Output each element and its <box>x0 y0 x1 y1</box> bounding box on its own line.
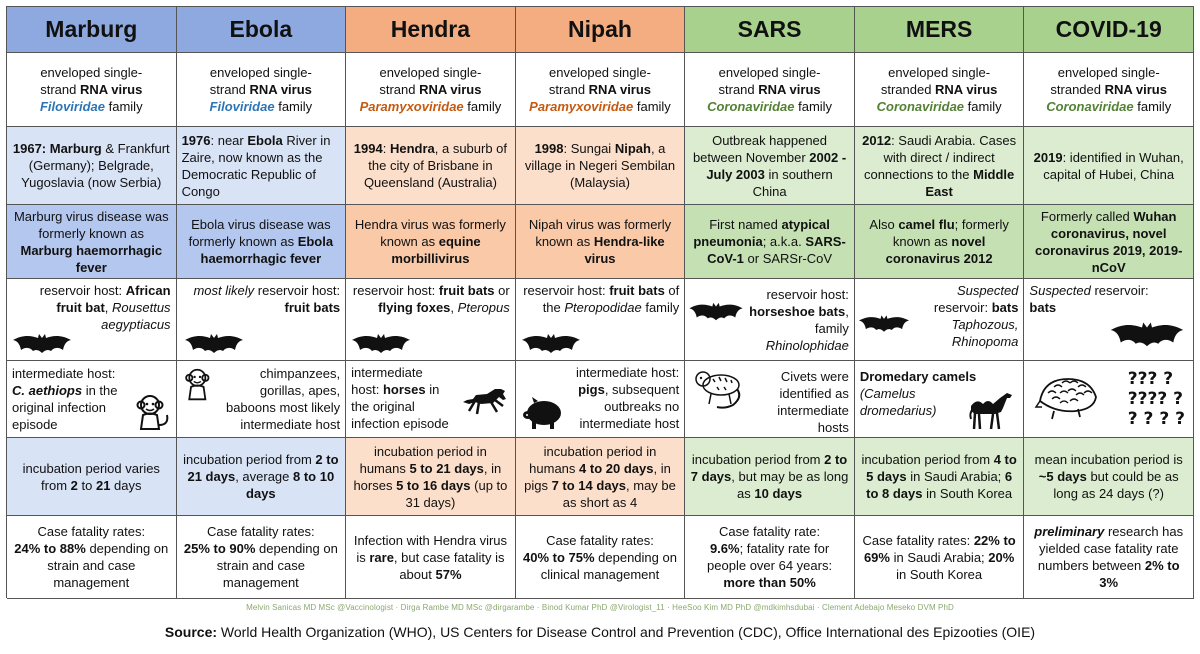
fatality-sars: Case fatality rate: 9.6%; fatality rate for people over 64 years: more than 50% <box>685 516 855 599</box>
reservoir-sars: reservoir host: horseshoe bats, family Rhinolophidae <box>685 279 855 361</box>
former-ebola: Ebola virus disease was formerly known as Ebola haemorrhagic fever <box>177 205 347 279</box>
fatality-nipah: Case fatality rates: 40% to 75% depending on clinical management <box>516 516 686 599</box>
former-covid: Formerly called Wuhan coronavirus, novel coronavirus 2019, 2019-nCoV <box>1024 205 1194 279</box>
type-ebola: enveloped single- strand RNA virus Filoviridae family <box>177 53 347 127</box>
type-nipah: enveloped single- strand RNA virus Paramyxoviridae family <box>516 53 686 127</box>
header-label: COVID-19 <box>1055 16 1162 42</box>
intermediate-mers: Dromedary camels (Camelus dromedarius) <box>855 361 1025 438</box>
incubation-sars: incubation period from 2 to 7 days, but may be as long as 10 days <box>685 438 855 516</box>
intermediate-nipah: intermediate host: pigs, subsequent outbreaks no intermediate host <box>516 361 686 438</box>
incubation-hendra: incubation period in humans 5 to 21 days, in horses 5 to 16 days (up to 31 days) <box>346 438 516 516</box>
header-sars <box>685 7 855 53</box>
header-label: Nipah <box>568 16 632 42</box>
bat-icon <box>13 332 71 356</box>
source-label: Source: <box>164 624 218 640</box>
type-sars: enveloped single- strand RNA virus Coronaviridae family <box>685 53 855 127</box>
intermediate-hendra: intermediate host: horses in the original infection episode <box>346 361 516 438</box>
author-credits: Melvin Sanicas MD MSc @Vaccinologist · Dirga Rambe MD MSc @dirgarambe · Binod Kumar PhD @Virologist_11 · HeeSoo Kim MD PhD @mdkimhsdubai · Clement Adebajo Meseko DVM PhD <box>246 603 954 612</box>
origin-marburg: 1967: Marburg & Frankfurt (Germany); Belgrade, Yugoslavia (now Serbia) <box>7 127 177 205</box>
incubation-mers: incubation period from 4 to 5 days in Saudi Arabia; 6 to 8 days in South Korea <box>855 438 1025 516</box>
pangolin-icon <box>1034 371 1100 423</box>
former-marburg: Marburg virus disease was formerly known as Marburg haemorrhagic fever <box>7 205 177 279</box>
header-ebola <box>177 7 347 53</box>
intermediate-ebola: chimpanzees, gorillas, apes, baboons most likely intermediate host <box>177 361 347 438</box>
header-label: SARS <box>737 16 802 42</box>
source-line <box>0 624 1200 640</box>
bat-icon <box>352 332 410 356</box>
pig-icon <box>522 395 566 431</box>
origin-hendra: 1994: Hendra, a suburb of the city of Brisbane in Queensland (Australia) <box>346 127 516 205</box>
header-marburg <box>7 7 177 53</box>
origin-nipah: 1998: Sungai Nipah, a village in Negeri Sembilan (Malaysia) <box>516 127 686 205</box>
fatality-mers: Case fatality rates: 22% to 69% in Saudi Arabia; 20% in South Korea <box>855 516 1025 599</box>
header-label: Ebola <box>229 16 293 42</box>
intermediate-covid <box>1024 361 1194 438</box>
fatality-marburg: Case fatality rates: 24% to 88% depending on strain and case management <box>7 516 177 599</box>
camel-icon <box>963 389 1015 431</box>
former-nipah: Nipah virus was formerly known as Hendra-like virus <box>516 205 686 279</box>
former-sars: First named atypical pneumonia; a.k.a. SARS-CoV-1 or SARSr-CoV <box>685 205 855 279</box>
reservoir-mers: Suspected reservoir: bats Taphozous, Rhinopoma <box>855 279 1025 361</box>
former-hendra: Hendra virus was formerly known as equine morbillivirus <box>346 205 516 279</box>
intermediate-marburg: intermediate host: C. aethiops in the original infection episode <box>7 361 177 438</box>
incubation-marburg: incubation period varies from 2 to 21 days <box>7 438 177 516</box>
incubation-covid: mean incubation period is ~5 days but could be as long as 24 days (?) <box>1024 438 1194 516</box>
reservoir-hendra: reservoir host: fruit bats or flying foxes, Pteropus <box>346 279 516 361</box>
type-mers: enveloped single- stranded RNA virus Coronaviridae family <box>855 53 1025 127</box>
intermediate-sars: Civets were identified as intermediate hosts <box>685 361 855 438</box>
incubation-nipah: incubation period in humans 4 to 20 days, in pigs 7 to 14 days, may be as short as 4 <box>516 438 686 516</box>
bat-icon <box>1109 320 1185 350</box>
header-covid <box>1024 7 1194 53</box>
virus-comparison-table <box>6 6 1194 598</box>
type-hendra: enveloped single- strand RNA virus Paramyxoviridae family <box>346 53 516 127</box>
question-marks: ??? ? ???? ? ? ? ? ? <box>1127 369 1185 429</box>
source-text: World Health Organization (WHO), US Centers for Disease Control and Prevention (CDC), Office International des Epizooties (OIE) <box>217 624 1036 640</box>
reservoir-ebola: most likely reservoir host: fruit bats <box>177 279 347 361</box>
origin-sars: Outbreak happened between November 2002 - July 2003 in southern China <box>685 127 855 205</box>
header-label: MERS <box>905 16 973 42</box>
header-mers <box>855 7 1025 53</box>
monkey-icon <box>183 367 217 403</box>
former-mers: Also camel flu; formerly known as novel coronavirus 2012 <box>855 205 1025 279</box>
monkey-icon <box>134 393 172 433</box>
origin-ebola: 1976: near Ebola River in Zaire, now known as the Democratic Republic of Congo <box>177 127 347 205</box>
bat-icon <box>859 313 909 335</box>
incubation-ebola: incubation period from 2 to 21 days, average 8 to 10 days <box>177 438 347 516</box>
horse-icon <box>461 387 509 421</box>
header-nipah <box>516 7 686 53</box>
header-label: Hendra <box>390 16 471 42</box>
type-covid: enveloped single- stranded RNA virus Coronaviridae family <box>1024 53 1194 127</box>
civet-icon <box>691 367 745 411</box>
reservoir-marburg: reservoir host: African fruit bat, Rousettus aegyptiacus <box>7 279 177 361</box>
bat-icon <box>185 332 243 356</box>
type-marburg: enveloped single- strand RNA virus Filoviridae family <box>7 53 177 127</box>
origin-mers: 2012: Saudi Arabia. Cases with direct / indirect connections to the Middle East <box>855 127 1025 205</box>
header-hendra <box>346 7 516 53</box>
reservoir-covid: Suspected reservoir: bats <box>1024 279 1194 361</box>
reservoir-nipah: reservoir host: fruit bats of the Pteropodidae family <box>516 279 686 361</box>
origin-covid: 2019: identified in Wuhan, capital of Hubei, China <box>1024 127 1194 205</box>
fatality-hendra: Infection with Hendra virus is rare, but case fatality is about 57% <box>346 516 516 599</box>
bat-icon <box>689 301 743 323</box>
header-label: Marburg <box>45 16 138 42</box>
bat-icon <box>522 332 580 356</box>
fatality-ebola: Case fatality rates: 25% to 90% depending on strain and case management <box>177 516 347 599</box>
fatality-covid: preliminary research has yielded case fatality rate numbers between 2% to 3% <box>1024 516 1194 599</box>
